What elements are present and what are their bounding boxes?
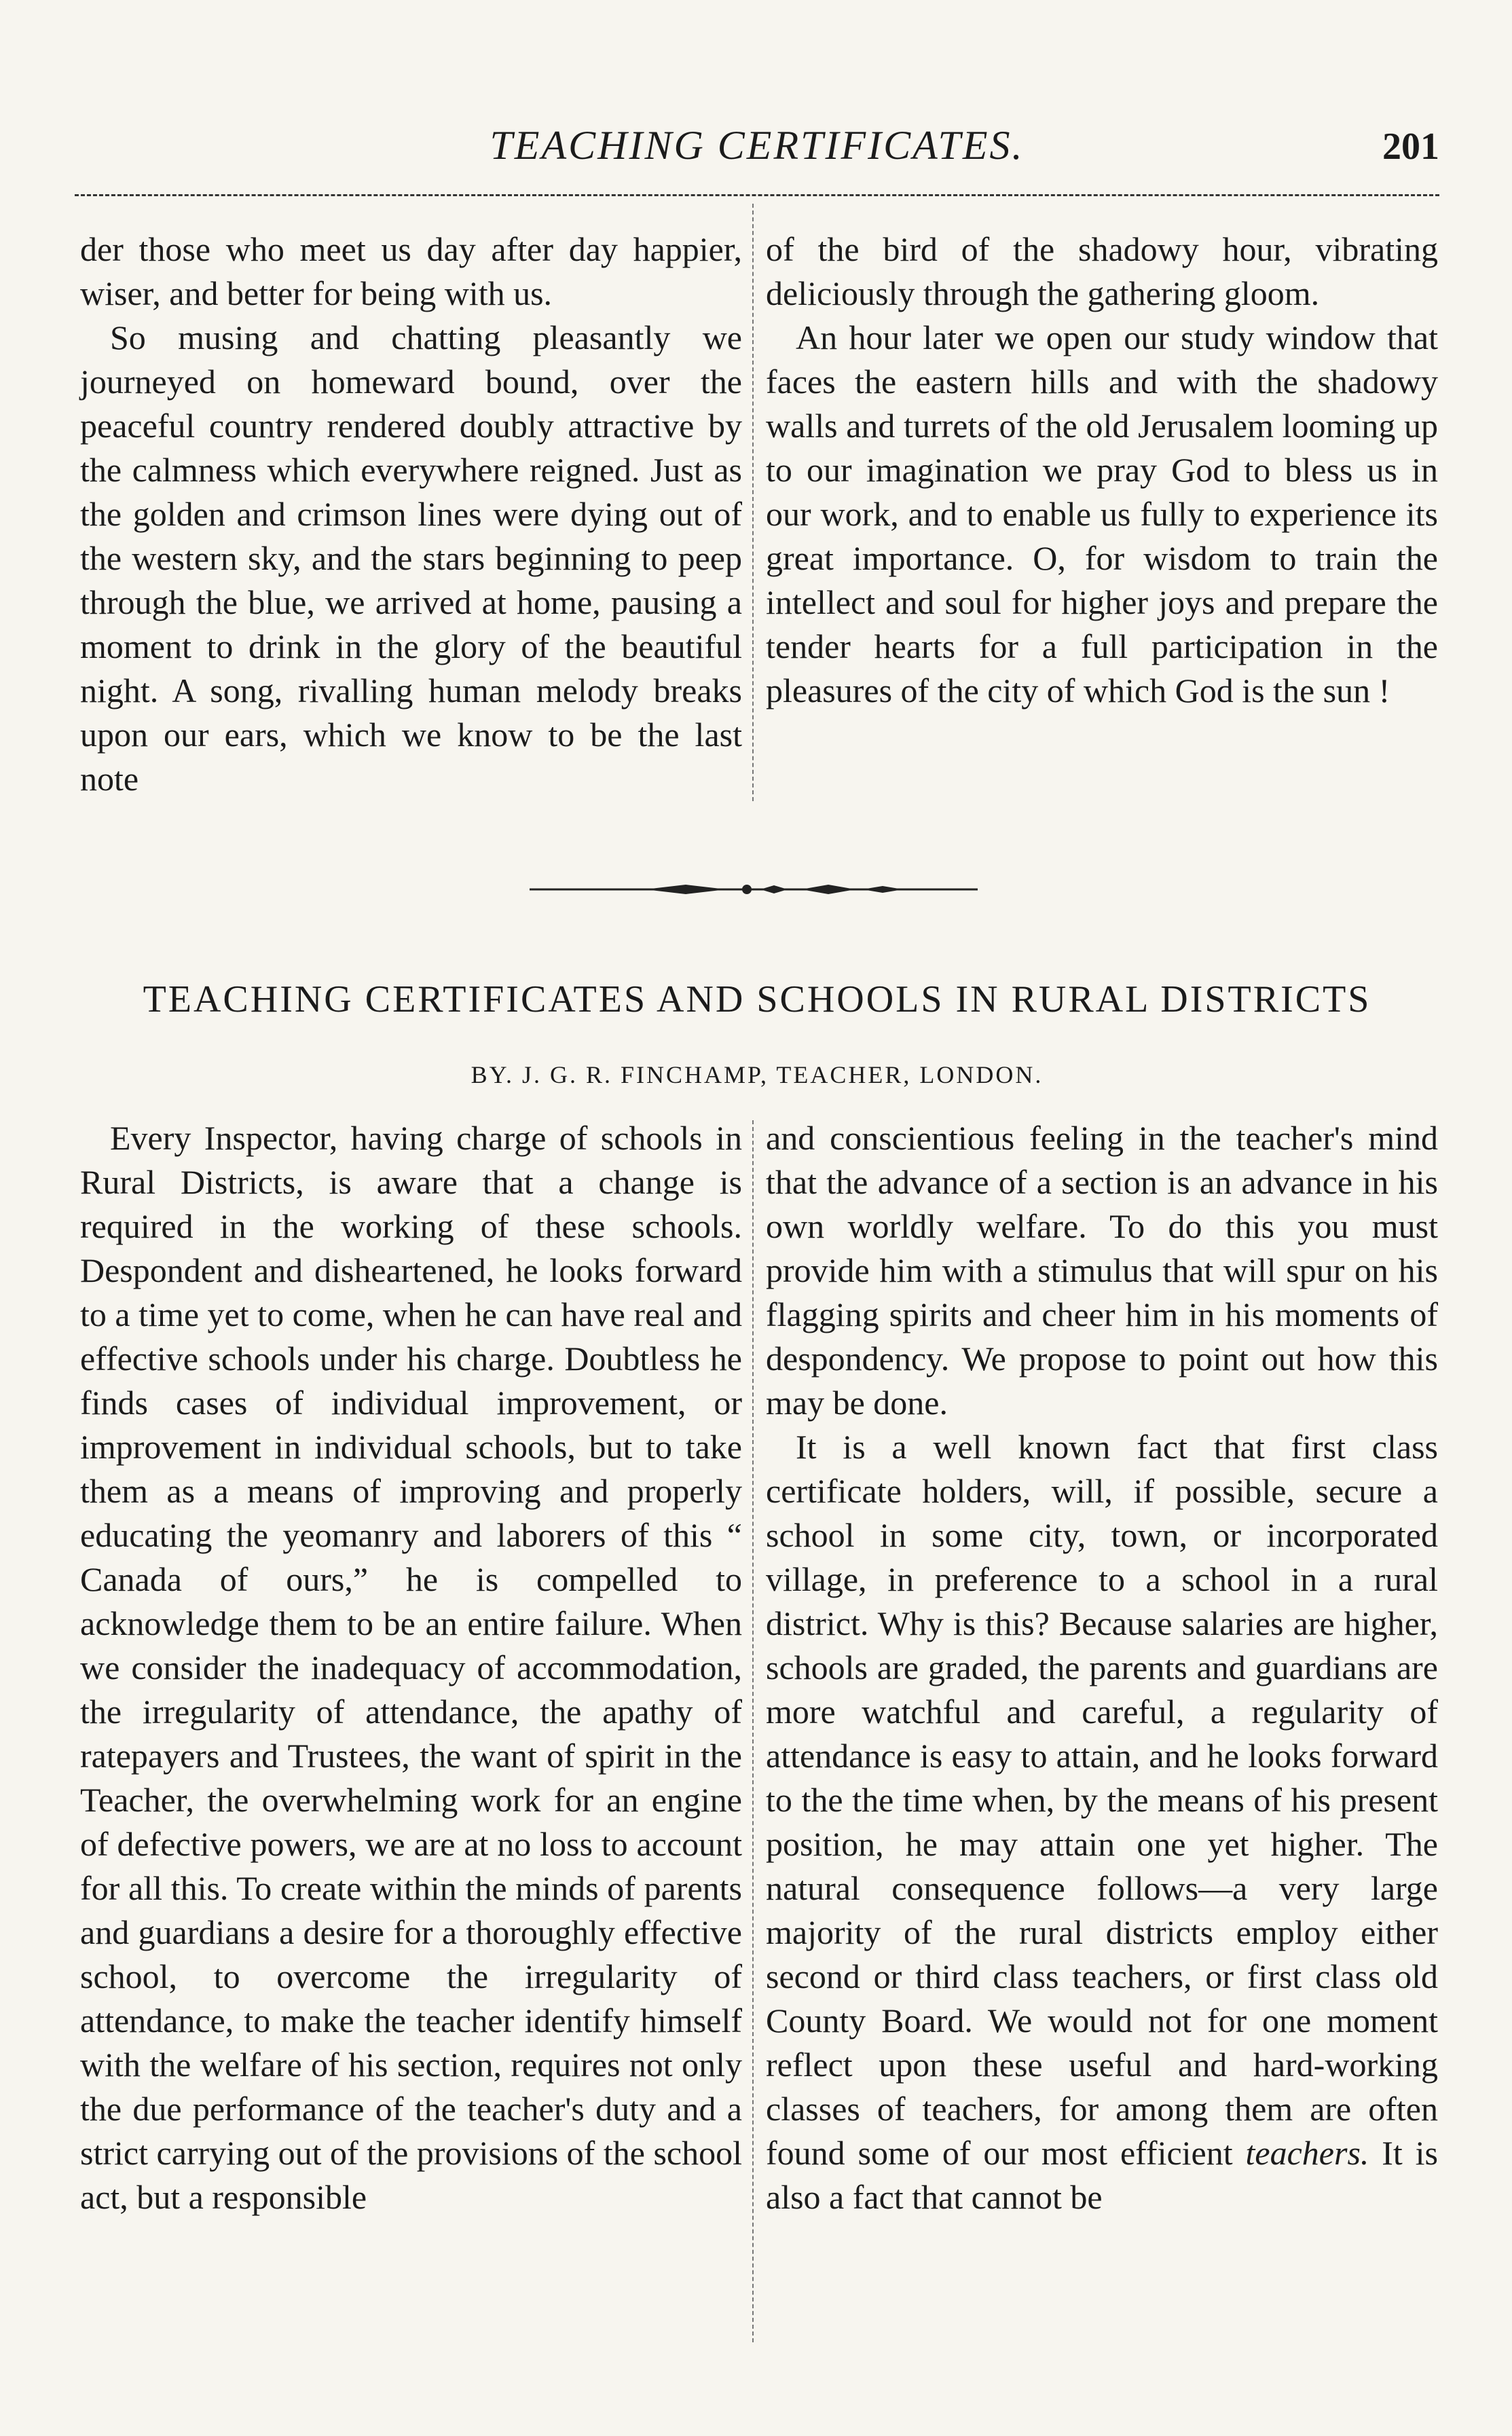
column-divider: [752, 1120, 754, 2342]
running-title: TEACHING CERTIFICATES.: [490, 123, 1025, 168]
header-rule: [75, 194, 1439, 196]
article-right-column: [766, 1116, 1438, 2219]
paragraph: and conscientious feeling in the teacher's mind that the advance of a section is an advance in his own worldly welfare. To do this you must provide him with a stimulus that will spur on his flagging spirits and cheer him in his moments of despondency. We propose to point out how this may be done.: [766, 1119, 1438, 1422]
top-right-column: [766, 227, 1438, 713]
page-number: 201: [1382, 126, 1439, 168]
page-header: [75, 122, 1439, 177]
paragraph: [766, 1425, 1438, 2219]
italic-word: teachers.: [1245, 2134, 1369, 2172]
paragraph: of the bird of the shadowy hour, vibrating deliciously through the gathering gloom.: [766, 230, 1438, 312]
section-ornament: [530, 879, 978, 900]
paragraph: Every Inspector, having charge of schools in Rural Districts, is aware that a change is required in the working of these schools. Despondent and disheartened, he looks forward to a time yet to come, when he can have real and effective schools under his charge. Doubtless he finds cases of individual improvement, or improvement in individual schools, but to take them as a means of improving and properly educating the yeomanry and laborers of this “ Canada of ours,” he is compelled to acknowledge them to be an entire failure. When we consider the inadequacy of accommodation, the irregularity of attendance, the apathy of ratepayers and Trustees, the want of spirit in the Teacher, the overwhelming work for an engine of defective powers, we are at no loss to account for all this. To create within the minds of parents and guardians a desire for a thoroughly effective school, to overcome the irregularity of attendance, to make the teacher identify himself with the welfare of his section, requires not only the due performance of the teacher's duty and a strict carrying out of the provisions of the school act, but a responsible: [80, 1119, 742, 2216]
paragraph: An hour later we open our study window that faces the eastern hills and with the shadowy walls and turrets of the old Jerusalem looming up to our imagination we pray God to bless us in our work, and to enable us fully to experience its great importance. O, for wisdom to train the intellect and soul for higher joys and prepare the tender hearts for a full participation in the pleasures of the city of which God is the sun !: [766, 318, 1438, 709]
column-divider: [752, 204, 754, 801]
top-left-column: [80, 227, 742, 801]
article-title: TEACHING CERTIFICATES AND SCHOOLS IN RURAL DISTRICTS: [143, 978, 1371, 1020]
article-byline: BY. J. G. R. FINCHAMP, TEACHER, LONDON.: [471, 1061, 1044, 1088]
paragraph-text: It is a well known fact that first class certificate holders, will, if possible, secure a school in some city, town, or incorporated village, in preference to a school in a rural district. Why is this? Because salaries are higher, schools are graded, the parents and guardians are more watchful and careful, a regularity of attendance is easy to attain, and he looks forward to the the time when, by the means of his present position, he may attain one yet higher. The natural consequence follows—a very large majority of the rural districts employ either second or third class teachers, or first class old County Board. We would not for one moment reflect upon these useful and hard-working classes of teachers, for among them are often found some of our most efficient: [766, 1428, 1438, 2172]
paragraph: der those who meet us day after day happier, wiser, and better for being with us.: [80, 230, 742, 312]
article-left-column: [80, 1116, 742, 2219]
paragraph: So musing and chatting pleasantly we journeyed on homeward bound, over the peaceful country rendered doubly attractive by the calmness which everywhere reigned. Just as the golden and crimson lines were dying out of the western sky, and the stars beginning to peep through the blue, we arrived at home, pausing a moment to drink in the glory of the beautiful night. A song, rivalling human melody breaks upon our ears, which we know to be the last note: [80, 318, 742, 798]
paragraph-text-tail: It is also a fact that cannot be: [766, 2134, 1439, 2216]
